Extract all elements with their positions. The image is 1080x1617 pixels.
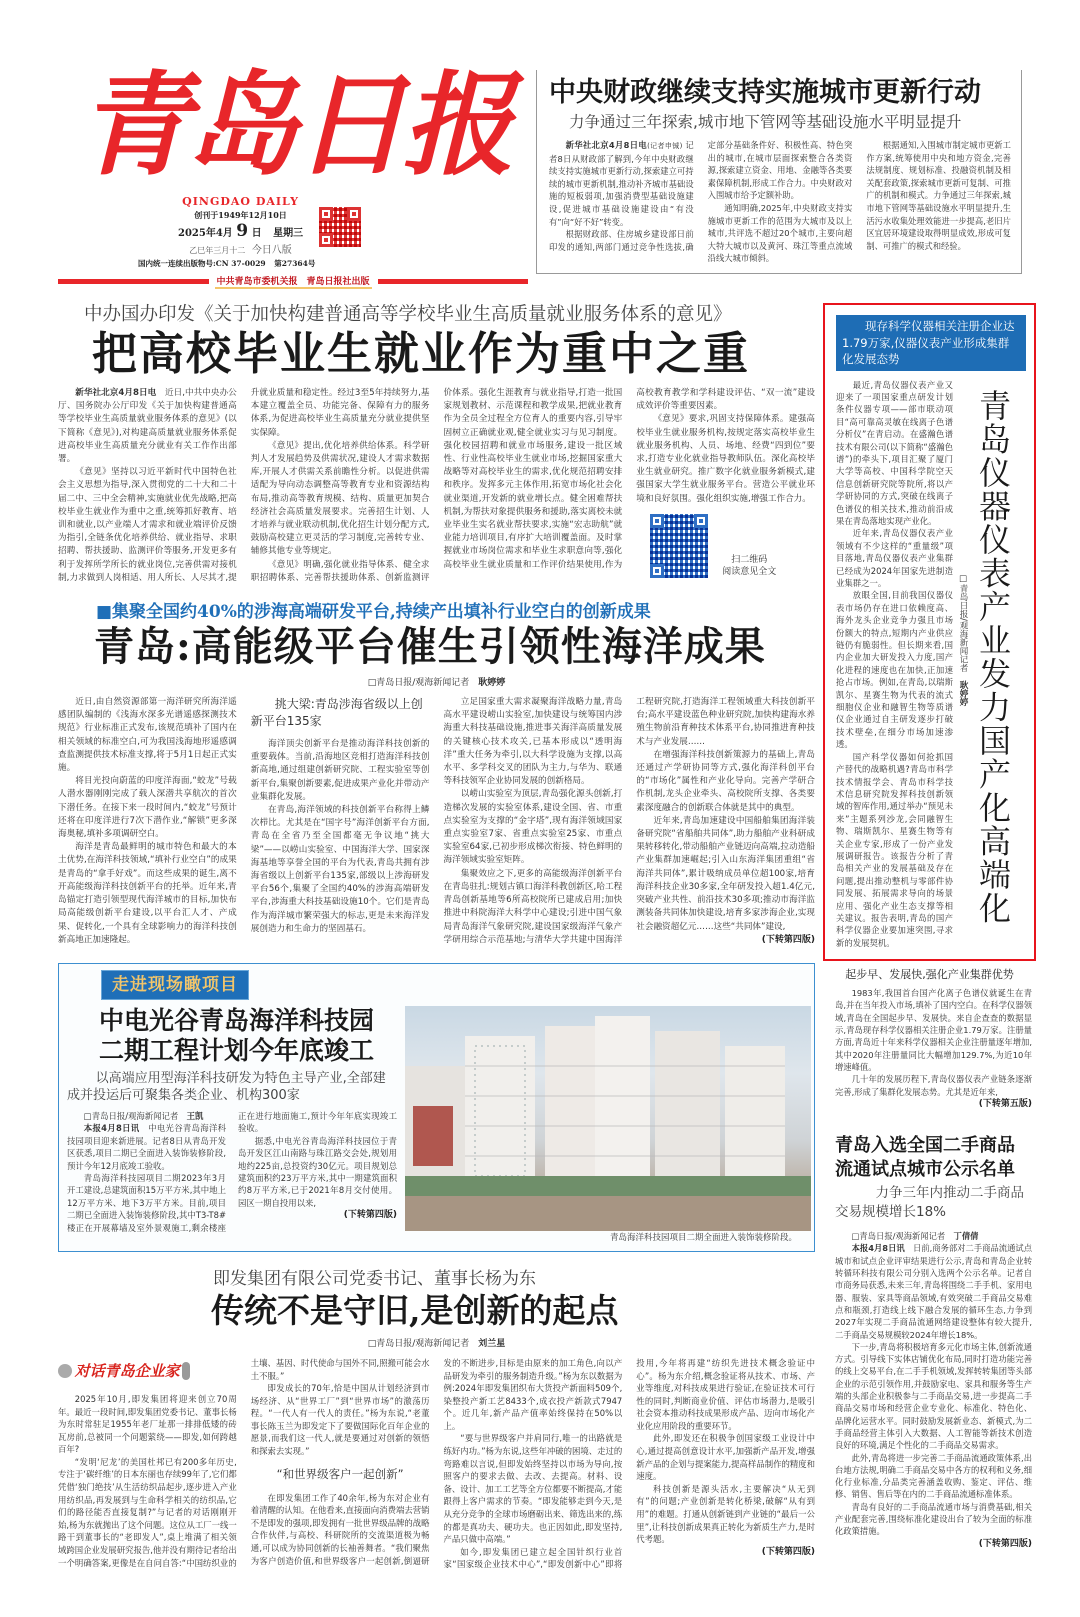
jifa-paragraph: “发明‘尼龙’的美国杜邦已有200多年历史,专注于‘碳纤维’的日本东丽也存续99年了,它们都凭借‘独门绝技’从生活纺织品起步,逐步进入产业用纺织品,再发展到与生命科学相关的纺织品,它们的路径能否直接复制?”与记者的对话刚刚开始,杨为东就抛出了这个问题。这位从工厂一线一路干到董事长的“老即发人”,桌上堆满了相关领域跨国企业发展研究报告,他并没有期待记者给出一个明确答案,更像是在自问自答:“中国纺织业的土壤、基因、时代使命与国外不同,照搬可能会水土不服。” [58,1357,430,1568]
jifa-paragraph: 2025年10月,即发集团将迎来创立70周年。最近一段时间,即发集团党委书记、董事长杨为东时常驻足1955年老厂址那一排排低矮的砖瓦房前,总被同一个问题萦绕——即发,如何跨越百年? [58,1393,237,1455]
project-photo-block [405,1006,811,1245]
top-row [58,60,1036,289]
issue-day: 9 [236,221,249,241]
secondhand-story [823,1134,1036,1550]
instrument-continued: (下转第五版) [978,1098,1032,1109]
building-photo-illustration [405,1006,811,1231]
instrument-paragraph: 几十年的发展历程下,青岛仪器仪表产业链条逐渐完善,形成了集群化发展态势。尤其是近年来, [835,1074,1032,1097]
lead-dateline: 新华社北京4月8日电 [565,140,648,150]
graduates-paragraph: 《意见》明确,强化就业指导体系、健全求职招聘体系、完善帮扶援助体系、创新监测评价体系。强化生涯教育与就业指导,打造一批国家规划教材、示范课程和教学成果,把就业教育作为全员全过程全方位育人的重要内容,引导牢固树立正确就业观,健全就业实习与见习制度。强化校园招聘和就业市场服务,建设一批区域性、行业性高校毕业生就业市场,挖掘国家重大战略等对高校毕业生的需求,优化规范招聘安排和秩序。发挥多元主体作用,拓宽市场化社会化就业渠道,开发新的就业增长点。健全困难帮扶机制,为帮扶对象提供服务和援助,落实离校未就业毕业生实名就业帮扶要求,实施“宏志助航”就业能力培训项目,有序扩大培训覆盖面。及时掌握就业市场岗位需求和毕业生求职意向等,强化高校毕业生就业质量和工作评价结果使用,作为高校教育教学和学科建设评估、“双一流”建设成效评价等重要因素。 [250,388,815,583]
instrument-paragraph: 国产科学仪器如何抢抓国产替代的战略机遇?青岛市科学技术情报学会、青岛市科学技术信息研究院发挥科技创新领域的智库作用,通过举办“预见未来”主题系列沙龙,会同融智生物、瑞斯凯尔、星赛生物等有关企业专家,形成了一份产业发展调研报告。该报告分析了青岛相关产业的发展基础及存在问题,提出推动整机与零部件协同发展、拓展需求导向的场景应用、强化产业生态支撑等相关建议。报告表明,青岛的国产科学仪器企业要加速突围,寻求新的发展契机。 [836,751,953,948]
secondhand-paragraph: 此外,青岛将进一步完善二手商品流通政策体系,出台地方法规,明确二手商品交易中各方的权利和义务,细化行业标准,分品类完善涵盖收购、鉴定、评估、维修、销售、售后等在内的二手商品流通标准体系。 [835,1452,1032,1500]
instrument-row [836,379,1026,950]
masthead-rule [378,279,529,284]
project-paragraph: 据悉,中电光谷青岛海洋科技园位于青岛开发区江山南路与珠江路交会处,规划用地约225亩,总投资约30亿元。项目规划总建筑面积约23万平方米,其中一期建筑面积约8万平方米,已于2021年8月交付使用。园区一期自投用以来, [238,1135,397,1208]
secondhand-paragraph: 日前,商务部对二手商品流通试点城市和试点企业评审结果进行公示,青岛和青岛企业转转循环科技有限公司分别入选两个公示名单。记者自市商务局获悉,未来三年,青岛将围绕二手手机、家用电器、服装、家具等商品领域,有效突破二手商品交易难点和瓶颈,打造线上线下融合发展的循环生态,力争到2027年实现二手商品流通网络建设整体有较大提升,二手商品交易规模较2024年增长18%。 [835,1243,1032,1340]
jifa-continued: (下转第四版) [761,1546,815,1557]
instrument-body [836,379,953,950]
ocean-paragraph: 近日,由自然资源部第一海洋研究所海洋遥感团队编制的《浅海水深多光谱遥感探测技术规范》行业标准正式发布,该规范填补了国内在相关领域的标准空白,可为我国浅海地形遥感调查监测提供技术标准支撑,将于5月1日起正式实施。 [58,697,237,774]
masthead [58,60,528,289]
lead-paragraph: 根据通知,入围城市制定城市更新工作方案,统筹使用中央和地方资金,完善法规制度、规划标准、投融资机制及相关配套政策,探索城市更新可复制、可推广的机制和模式。力争通过三年探索,城市地下管网等基础设施水平明显提升,生活污水收集处理效能进一步提高,老旧片区宜居环境建设取得明显成效,形成可复制、可推广的模式和经验。 [866,140,1011,251]
graduates-paragraph: 《意见》坚持以习近平新时代中国特色社会主义思想为指导,深入贯彻党的二十大和二十届二中、三中全会精神,实施就业优先战略,把高校毕业生就业作为重中之重,统筹抓好教育、培训和就业,以产业端人才需求和就业端评价反馈为指引,全链条优化培养供给、就业指导、求职招聘、帮扶援助、监测评价等服务,开发更多有利于发挥所学所长的就业岗位,完善供需对接机制,力求做到人岗相适、用人所长、人尽其才,提升就业质量和稳定性。经过3至5年持续努力,基本建立覆盖全员、功能完备、保障有力的服务体系,为促进高校毕业生高质量充分就业提供坚实保障。 [58,388,430,583]
lead-reporter: (记者申铖) [647,142,683,150]
publisher-line: 中共青岛市委机关报 青岛日报社出版 [215,274,372,289]
lead-paragraph: 通知明确,2025年,中央财政支持实施城市更新工作的范围为大城市及以上城市,共评选不超过20个城市,主要向超大特大城市以及黄河、珠江等重点流域沿线大城市倾斜。 [707,202,853,264]
issue-number: 第27364号 [274,259,316,268]
microphone-icon [182,1362,190,1380]
project-headline-line: 二期工程计划今年底竣工 [99,1035,375,1065]
ocean-paragraph: 近年来,青岛加速建设中国船舶集团海洋装备研究院“省船舶共同体”,助力船舶产业科研成果转移转化,带动船舶产业链迈向高端,拉动造船产业集群加速崛起;引入山东海洋集团重组“省海洋共同体”,累计吸纳成员单位超100家,培育海洋科技企业30多家,全年研发投入超1.4亿元,突破产业共性、前沿技术30多项;推动市海洋监测装备共同体加快建设,培育多家涉海企业,实现社会融资超亿元……这些“共同体”建设, [636,815,815,932]
graduates-qr-block [636,514,815,578]
secondhand-subheadline: 力争三年内推动二手商品交易规模增长18% [835,1185,1024,1221]
masthead-qr-code[interactable] [319,207,361,247]
jifa-reporter: 刘兰星 [478,1338,506,1349]
ocean-headline: 青岛:高能级平台催生引领性海洋成果 [94,623,766,671]
secondhand-headline [835,1134,1032,1182]
graduates-paragraph: 近日,中共中央办公厅、国务院办公厅印发《关于加快构建普通高等学校毕业生高质量就业服务体系的意见》(以下简称《意见》),对构建高质量就业服务体系促进高校毕业生高质量充分就业有关工作作出部署。 [58,388,237,465]
project-body [67,1110,397,1234]
ocean-paragraph: 在增强海洋科技创新策源力的基础上,青岛还通过产学研协同等方式,强化海洋科创平台的“市场化”属性和产业化导向。完善产学研合作机制,龙头企业牵头、高校院所支撑、各类要素深度融合的创新联合体就是其中的典型。 [636,749,815,813]
page-count: 今日八版 [251,245,292,256]
jifa-paragraph: 此外,即发还在积极争创国家级工业设计中心,通过提高创意设计水平,加强新产品开发,增强新产品的企划与提案能力,提高样品制作的精度和速度。 [636,1433,815,1482]
project-story [58,963,815,1252]
jifa-paragraph: 如今,即发集团已建立起全国针织行业首家“国家级企业技术中心”,“即发创新中心”即将投用,今年将再建“纺织先进技术概念验证中心”。杨为东介绍,概念验证将从技术、市场、产业等维度,对科技成果进行验证,在验证技术可行性的同时,判断商业价值、评估市场潜力,是吸引社会资本推动科技成果形成产品、迈向市场化产业化应用阶段的重要环节。 [443,1357,815,1570]
project-headline-line: 中电光谷青岛海洋科技园 [99,1005,375,1035]
lunar-date-text: 乙巳年三月十二 [189,246,246,255]
english-name: QINGDAO DAILY [182,195,299,208]
project-photo [405,1006,811,1231]
jifa-paragraph: 在即发集团工作了40余年,杨为东对企业有着清醒的认知。在他看来,直接面向消费端去营销不是即发的强项,即发拥有一批世界级品牌的战略合作伙伴,与高校、科研院所的交流渠道极为畅通,可以成为协同创新的长袖善舞者。“我们聚焦为客户创造价值,和世界级客户一起创新,倒逼研发的不断进步,目标是由原来的加工角色,向以产品研发为牵引的服务制造升级。”杨为东以数据为例:2024年即发集团织布大货投产新面料509个,染整投产新工艺8433个,成衣投产新款式7947个。近几年,新产品产值率始终保持在50%以上。 [250,1357,623,1566]
jifa-paragraph: 即发成长的70年,恰是中国从计划经济到市场经济、从“世界工厂”到“世界市场”的激荡历程。“一代人有一代人的责任。”杨为东说,“老董事长陈玉兰为即发定下了要做国际化百年企业的愿景,而我们这一代人,就是要通过对创新的领悟和探索去实现。” [250,1383,430,1457]
microphone-icon [58,1364,72,1378]
lead-story [536,70,1022,274]
ocean-paragraph: 集聚效应之下,更多的高能级海洋创新平台在青岛驻扎:规划古镇口海洋科教创新区,哈工程青岛创新基地等6所高校院所已建成启用;加快推进中科院海洋大科学中心建设;引进中国气象局青岛海洋气象研究院,建设国家级海洋气象产学研用综合示范基地;与清华大学共建中国海洋工程研究院,打造海洋工程领域重大科技创新平台;高水平建设蓝色种业研究院,加快构建海水养殖生物前沿育种技术体系平台,协同推进育种技术与产业发展…… [443,697,815,945]
project-dateline: 本报4月8日讯 [83,1123,140,1134]
instrument-byline [957,574,969,706]
lead-headline: 中央财政继续支持实施城市更新行动 [549,77,981,108]
secondhand-body [835,1230,1032,1550]
issue-date [178,221,303,244]
project-headline [67,1006,397,1066]
instrument-highlight-box [836,315,1026,371]
ocean-body [58,696,815,947]
ocean-subhead: 挑大梁:青岛涉海省级以上创新平台135家 [250,697,423,729]
ocean-paragraph: 立足国家重大需求凝聚海洋战略力量,青岛高水平建设崂山实验室,加快建设与统筹国内涉海重大科技基础设施,推进事关海洋高质量发展的关键核心技术攻关,已基本形成以“透明海洋”重大任务为牵引,以大科学设施为支撑,以高水平、多学科交叉的团队为主力,与华为、联通等科技领军企业协同发展的创新格局。 [443,697,623,787]
jifa-byline-org: □青岛日报/观海新闻记者 [367,1338,470,1349]
instrument-paragraph: 放眼全国,目前我国仪器仪表市场仍存在进口依赖度高、海外龙头企业竞争力强且市场份额大的特点,短期内产业供应链仍有脆弱性。但长期来看,国内企业加大研发投入力度,国产化进程的速度也在加快,正加速抢占市场。例如,在青岛,以瑞斯凯尔、星赛生物为代表的流式细胞仪企业和融智生物等质谱仪企业通过自主研发逐步打破技术壁垒,在细分市场加速渗透。 [836,590,953,750]
ocean-story [58,601,815,947]
project-text [67,1006,397,1234]
qr-caption-line: 扫二维码 [731,554,768,565]
instrument-subhead: 起步早、发展快,强化产业集群优势 [845,968,1014,982]
ocean-byline-org: □青岛日报/观海新闻记者 [367,678,470,689]
left-column [58,303,815,1587]
graduates-headline: 把高校毕业生就业作为重中之重 [92,327,751,380]
column-logo-text: 对话青岛企业家 [74,1361,180,1380]
jifa-paragraph: 科技创新是源头活水,主要解决“从无到有”的问题;产业创新是转化桥梁,破解“从有到用”的难题。打通从创新链到产业链的“最后一公里”,让科技创新成果真正转化为新质生产力,是时代考题。 [636,1483,815,1545]
ocean-reporter: 耿婷婷 [478,678,506,689]
graduates-kicker: 中办国办印发《关于加快构建普通高等学校毕业生高质量就业服务体系的意见》 [84,304,732,325]
jifa-headline: 传统不是守旧,是创新的起点 [211,1290,619,1330]
lead-subheadline: 力争通过三年探索,城市地下管网等基础设施水平明显提升 [569,113,962,131]
qr-caption-line: 阅读意见全文 [722,566,777,577]
project-paragraph: 青岛海洋科技园项目二期2023年3月开工建设,总建筑面积15万平方米,其中地上12万平方米、地下3万平方米。目前,项目二期已全面进入装饰装修阶段,其中T3-T8#楼正在开展幕墙及室外景观施工,剩余楼座正在进行地面施工,预计今年年底实现竣工验收。 [67,1110,397,1233]
graduates-paragraph: 《意见》提出,优化培养供给体系。科学研判人才发展趋势及供需状况,建设人才需求数据库,开展人才供需关系前瞻性分析。以促进供需适配为导向动态调整高等教育专业和资源结构布局,推动高等教育规模、结构、质量更加契合经济社会高质量发展要求。完善招生计划、人才培养与就业联动机制,优化招生计划分配方式,鼓励高校建立更灵活的学习制度,完善转专业、辅修其他专业等规定。 [250,440,430,557]
lead-paragraph: 记者8日从财政部了解到,今年中央财政继续支持实施城市更新行动,探索建立可持续的城市更新机制,推动补齐城市基础设施的短板弱项,加强消费型基础设施建设,促进城市基础设施建设由“有没有”向“好不好”转变。 [549,140,694,227]
masthead-info [178,195,528,258]
instrument-paragraph: 最近,青岛仪器仪表产业又迎来了一项国家重点研发计划条件仪器专项——部市联动项目“高可靠高灵敏在线离子色谱分析仪”在青启动。在盛瀚色谱技术有限公司(以下简称“盛瀚色谱”)的牵头下,项目汇聚了厦门大学等高校、中国科学院空天信息创新研究院等院所,将以产学研协同的方式,突破在线离子色谱仪的相关技术,推动前沿成果在青岛落地实现产业化。 [836,379,953,526]
secondhand-continued: (下转第四版) [978,1538,1032,1549]
jifa-byline [58,1336,815,1349]
qr-caption [722,554,776,578]
publisher-row [58,274,528,289]
publication-number [138,258,528,270]
instrument-paragraph: 近年来,青岛仪器仪表产业领域有不少这样的“重量级”项目落地,青岛仪器仪表产业集群已经成为2024年国家先进制造业集群之一。 [836,528,953,588]
ocean-paragraph: 在青岛,海洋领域的科技创新平台称得上鳞次栉比。尤其是在“国字号”海洋创新平台方面,青岛在全省乃至全国都毫无争议地“挑大梁”——以崂山实验室、中国海洋大学、国家深海基地等享誉全国的平台为代表,青岛共拥有涉海省级以上创新平台135家,部级以上涉海研发平台56个,集聚了全国约40%的涉海高端研发平台,涉海重大科技基础设施10个。它们是青岛作为海洋城市繁荣强大的标志,更是未来海洋发展创造力和生命力的坚固基石。 [250,805,430,934]
masthead-text [178,195,303,258]
ocean-paragraph: 以崂山实验室为顶层,青岛强化源头创新,打造梯次发展的实验室体系,建设全国、省、市重点实验室为支撑的“金字塔”,现有海洋领域国家重点实验室7家、省重点实验室25家、市重点实验室64家,已初步形成梯次衔接、特色鲜明的海洋领域实验室矩阵。 [443,789,623,866]
jifa-story [58,1268,815,1571]
project-byline [67,1110,226,1122]
graduates-body [58,387,815,585]
section-tag [101,970,249,1000]
founded-date: 创刊于1949年12月10日 [194,210,287,220]
newspaper-logo: 青岛日报 [78,60,510,191]
instrument-headline: 青岛仪器仪表产业发力国产化高端化 [974,388,1012,925]
ocean-kicker: ■集聚全国约40%的涉海高端研发平台,持续产出填补行业空白的创新成果 [96,602,651,623]
jifa-paragraph: “要与世界级客户并肩同行,唯一的出路就是练好内功。”杨为东说,这些年冲破的困境、走过的弯路难以言说,但即发始终坚持以市场为导向,按照客户的要求去做、去改、去提高。材料、设备、设计、加工工艺等全方位都要不断提高,才能跟得上客户需求的节奏。“即发能够走到今天,是从充分竞争的全球市场磨砺出来、筛选出来的,练的都是真功夫、硬功夫。也正因如此,即发坚持,产品只做中高端。” [443,1433,623,1545]
ocean-continued: (下转第四版) [761,934,815,945]
project-row [67,1006,810,1245]
project-continued: (下转第四版) [343,1210,397,1221]
column-logo [58,1361,237,1381]
ocean-paragraph: 将目光投向蔚蓝的印度洋海面,“蛟龙”号载人潜水器刚刚完成了载人深潜共享航次的首次下潜任务。在接下来一段时间内,“蛟龙”号预计还将在印度洋进行7次下潜作业,“解锁”更多深海奥秘,填补多项调研空白。 [58,776,237,840]
section-tag-text: 走进现场瞰项目 [112,974,238,995]
secondhand-headline-line: 青岛入选全国二手商品 [835,1135,1015,1157]
secondhand-headline-line: 流通试点城市公示名单 [835,1159,1015,1181]
instrument-highlight: 现存科学仪器相关注册企业达1.79万家,仪器仪表产业形成集群化发展态势 [842,319,1015,366]
ocean-paragraph: 海洋顶尖创新平台是推动海洋科技创新的重要载体。当前,沿海地区竞相打造海洋科技创新高地,通过组建创新研究院、工程实验室等创新平台,集聚创新要素,促进成果产业化并带动产业集群化发展。 [250,739,430,802]
secondhand-byline-org: □青岛日报/观海新闻记者 [851,1231,946,1242]
lunar-date [178,244,303,258]
ocean-byline [58,675,815,688]
jifa-kicker: 即发集团有限公司党委书记、董事长杨为东 [213,1268,536,1289]
graduates-qr-code[interactable] [650,514,708,578]
jifa-subhead: “和世界级客户一起创新” [276,1466,404,1481]
photo-caption: 青岛海洋科技园项目二期全面进入装饰装修阶段。 [609,1232,797,1243]
issue-day-suffix: 日 [251,228,262,239]
secondhand-reporter: 丁倩倩 [953,1231,979,1242]
project-paragraph: 中电光谷青岛海洋科技园项目迎来新进展。记者8日从青岛开发区获悉,项目二期已全面进入装饰装修阶段,预计今年12月底竣工验收。 [67,1123,227,1171]
jifa-body [58,1357,815,1571]
secondhand-byline [835,1230,1032,1242]
instrument-reporter: 耿婷婷 [958,679,968,706]
cn-number: 国内统一连续出版物号:CN 37-0029 [138,259,266,268]
instrument-story-frame [823,303,1036,961]
graduates-dateline: 新华社北京4月8日电 [75,388,157,398]
graduates-paragraph: 《意见》要求,巩固支持保障体系。建强高校毕业生就业服务机构,按规定落实高校毕业生就业服务机构、人员、场地、经费“四到位”要求,打造专业化就业指导教师队伍。深化高校毕业生就业研究。推广数字化就业服务新模式,建强国家大学生就业服务平台。营造公平就业环境和良好氛围。强化组织实施,增强工作合力。 [636,414,815,504]
project-subheadline: 以高端应用型海洋科技研发为特色主导产业,全部建成并投运后可聚集各类企业、机构300家 [67,1070,386,1103]
lead-paragraph: 根据财政部、住房城乡建设部日前印发的通知,两部门通过竞争性选拔,确定部分基础条件好、积极性高、特色突出的城市,在城市层面探索整合各类资源,探索建立资金、用地、金融等各类要素保障机制,形成工作合力。中央财政对入围城市给予定额补助。 [549,140,853,252]
instrument-body-2 [823,987,1036,1110]
graduates-story [58,303,815,585]
lead-body [549,139,1011,265]
project-byline-org: □青岛日报/观海新闻记者 [83,1110,179,1121]
weekday: 星期三 [273,228,304,239]
project-reporter: 王凯 [186,1110,204,1121]
secondhand-paragraph: 青岛有良好的二手商品流通市场与消费基础,相关产业配套完善,围绕标准化建设出台了较为全面的标准化政策措施。 [835,1501,1032,1537]
instrument-paragraph: 1983年,我国首台国产化离子色谱仪就诞生在青岛,并在当年投入市场,填补了国内空白。在科学仪器领域,青岛在全国起步早、发展快。来自企查查的数据显示,青岛现存科学仪器相关注册企业1.79万家。注册量方面,青岛近十年来科学仪器相关企业注册量逐年增加,其中2020年注册量同比大幅增加129.7%,为近10年增速峰值。 [835,988,1032,1072]
right-column [823,303,1036,1587]
secondhand-paragraph: 下一步,青岛将积极培育多元化市场主体,创新流通方式。引导线下实体店铺优化布局,同时打造功能完善的线上交易平台,在二手手机领域,发挥转转集团等头部企业的示范引领作用,并鼓励家电、家具和服务等生产端的头部企业积极参与二手商品交易,进一步提高二手商品交易市场和经营企业专业化、标准化、特色化、品牌化运营水平。同时鼓励发展新业态、新模式,为二手商品经营主体引入大数据、人工智能等新技术创造良好的环境,满足个性化的二手商品交易需求。 [835,1341,1032,1451]
instrument-byline-org: □青岛日报/观海新闻记者 [958,573,968,672]
main-grid [58,303,1036,1587]
ocean-paragraph: 海洋是青岛最鲜明的城市特色和最大的本土优势,在海洋科技领域,“填补行业空白”的成果是青岛的“拿手好戏”。而这些成果的诞生,离不开高能级海洋科技创新平台的托举。近年来,青岛锚定打造引领型现代海洋城市的目标,加快布局高能级创新平台建设,以平台汇人才、产成果、促转化,一个具有全球影响力的海洋科技创新高地正加速隆起。 [58,842,237,945]
secondhand-dateline: 本报4月8日讯 [851,1243,905,1254]
issue-date-month: 2025年4月 [178,228,233,239]
masthead-rule [58,279,209,284]
